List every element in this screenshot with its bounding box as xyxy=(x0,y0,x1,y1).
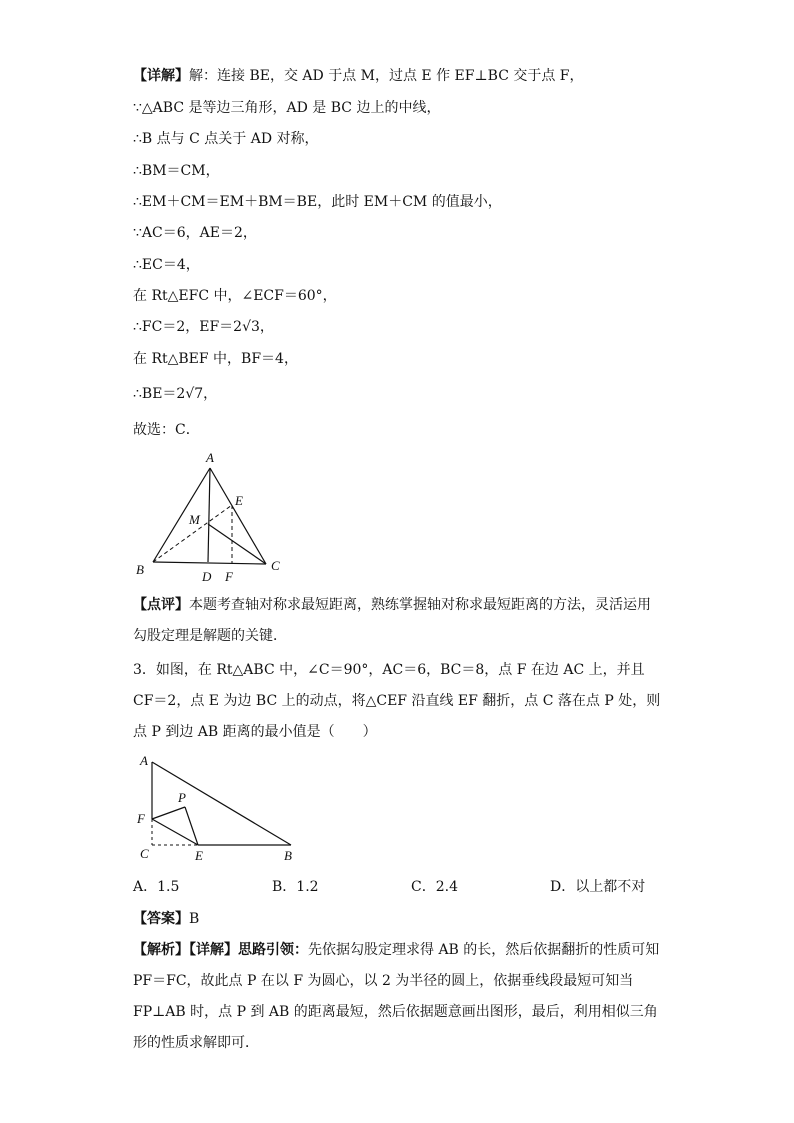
right-triangle-figure xyxy=(133,750,303,870)
label-b: B xyxy=(284,848,292,863)
question-3 xyxy=(133,655,663,748)
fold-line-fe xyxy=(152,819,198,845)
side-ac xyxy=(210,468,266,564)
option-d: D．以上都不对 xyxy=(550,879,646,895)
analysis-text: 先依据勾股定理求得 AB 的长，然后依据翻折的性质可知 PF＝FC，故此点 P 在以 F 为圆心，以 2 为半径的圆上，依据垂线段最短可知当 FP⊥AB 时，点 P 到 AB 的距离最短，然后依据题意画出图形，最后，利用相似三角形的性质求解即可． xyxy=(133,942,660,1051)
question-number: 3． xyxy=(133,662,156,678)
label-f: F xyxy=(137,811,145,826)
equilateral-triangle-figure xyxy=(125,445,295,590)
label-m: M xyxy=(189,512,200,527)
detail-heading: 【详解】 xyxy=(133,68,189,84)
solution-line-11: ∴BE＝2√7， xyxy=(133,386,218,402)
label-c: C xyxy=(140,846,149,861)
solution-line-7: ∴EC＝4， xyxy=(133,257,200,273)
solution-line-2: ∵△ABC 是等边三角形，AD 是 BC 边上的中线， xyxy=(133,100,441,116)
option-c: C．2.4 xyxy=(411,879,458,895)
label-p: P xyxy=(178,790,186,805)
segment-fp xyxy=(152,807,185,819)
option-b: B．1.2 xyxy=(272,879,319,895)
solution-line-6: ∵AC＝6，AE＝2， xyxy=(133,225,257,241)
solution-line-1: 解：连接 BE，交 AD 于点 M，过点 E 作 EF⊥BC 交于点 F， xyxy=(189,68,584,84)
solution-line-12: 故选：C． xyxy=(133,422,200,438)
label-a: A xyxy=(206,450,214,465)
label-a: A xyxy=(140,753,148,768)
label-c: C xyxy=(271,558,280,573)
comment-text: 本题考查轴对称求最短距离，熟练掌握轴对称求最短距离的方法，灵活运用勾股定理是解题的关键． xyxy=(133,597,651,644)
answer-heading: 【答案】 xyxy=(133,911,189,927)
solution-first-line xyxy=(133,67,584,85)
solution-line-5: ∴EM＋CM＝EM＋BM＝BE，此时 EM＋CM 的值最小， xyxy=(133,194,502,210)
answer-value: B xyxy=(189,911,200,927)
segment-mc xyxy=(208,524,266,564)
question-text: 如图，在 Rt△ABC 中，∠C＝90°，AC＝6，BC＝8，点 F 在边 AC 上，并且 CF＝2，点 E 为边 BC 上的动点，将△CEF 沿直线 EF 翻折，点 C 落在点 P 处，则点 P 到边 AB 距离的最小值是（ ） xyxy=(133,662,661,740)
solution-line-10: 在 Rt△BEF 中，BF＝4， xyxy=(133,351,298,367)
solution-line-3: ∴B 点与 C 点关于 AD 对称， xyxy=(133,131,319,147)
analysis-heading: 【解析】【详解】思路引领： xyxy=(133,942,308,958)
label-f: F xyxy=(225,569,233,584)
solution-line-9: ∴FC＝2，EF＝2√3， xyxy=(133,319,274,335)
comment-heading: 【点评】 xyxy=(133,597,189,613)
analysis-paragraph xyxy=(133,935,663,1059)
hypotenuse-ab xyxy=(152,762,291,845)
label-b: B xyxy=(136,562,144,577)
solution-line-4: ∴BM＝CM， xyxy=(133,163,220,179)
side-bc xyxy=(153,562,266,564)
label-d: D xyxy=(202,569,212,584)
label-e: E xyxy=(195,848,203,863)
side-ab xyxy=(153,468,210,562)
comment-paragraph xyxy=(133,590,663,652)
option-a: A．1.5 xyxy=(133,879,180,895)
label-e: E xyxy=(235,493,243,508)
answer-line xyxy=(133,910,199,928)
solution-line-8: 在 Rt△EFC 中，∠ECF＝60°， xyxy=(133,288,337,304)
median-ad xyxy=(208,468,210,562)
